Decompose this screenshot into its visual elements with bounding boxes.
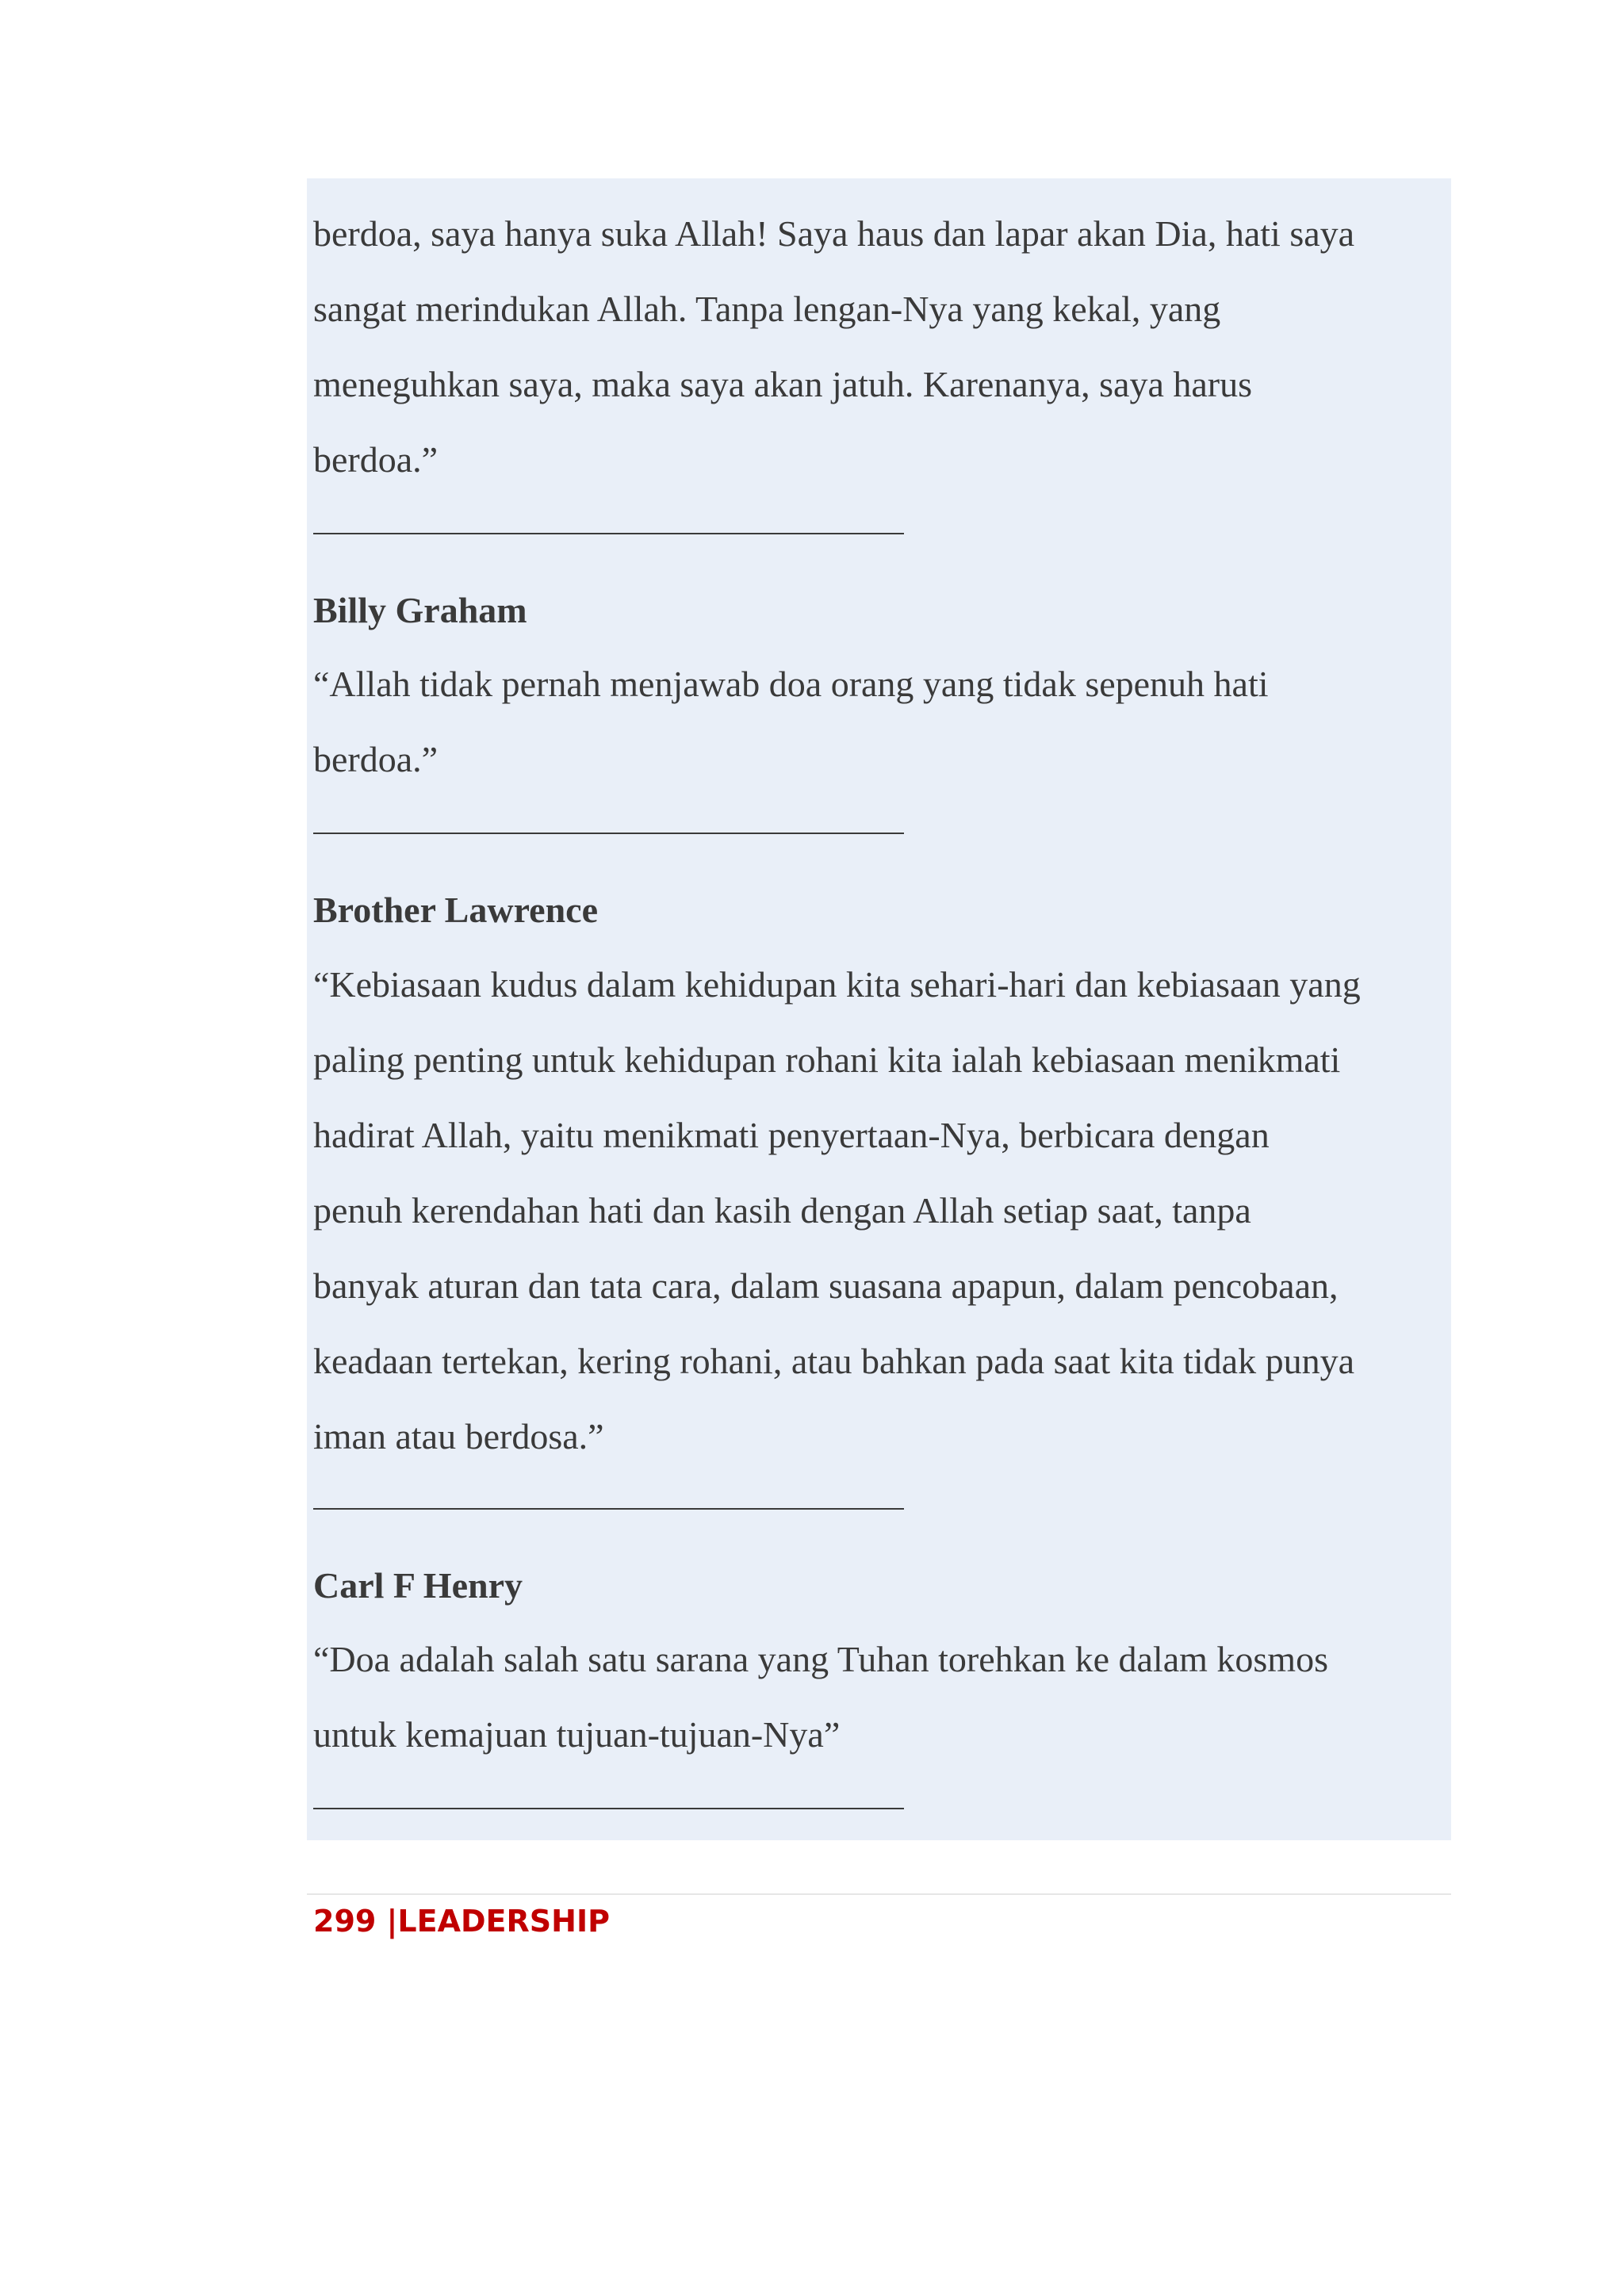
quote-line: berdoa.” [313,739,439,779]
quote-line: hadirat Allah, yaitu menikmati penyertaan-Nya, berbicara dengan [313,1115,1270,1155]
quote-author: Brother Lawrence [313,890,598,930]
quote-line: “Allah tidak pernah menjawab doa orang yang tidak sepenuh hati [313,664,1269,704]
quote-line: sangat merindukan Allah. Tanpa lengan-Nya yang kekal, yang [313,289,1221,329]
quote-line: keadaan tertekan, kering rohani, atau bahkan pada saat kita tidak punya [313,1341,1354,1381]
separator-rule [313,533,904,534]
separator-rule [313,833,904,834]
footer-divider [307,1893,1451,1895]
quote-line: paling penting untuk kehidupan rohani kita ialah kebiasaan menikmati [313,1039,1341,1080]
page-footer: 299 |LEADERSHIP [313,1904,610,1939]
quote-author: Billy Graham [313,590,527,630]
quote-line: untuk kemajuan tujuan-tujuan-Nya” [313,1714,841,1755]
quote-line: iman atau berdosa.” [313,1416,604,1457]
separator-rule [313,1808,904,1809]
quote-line: meneguhkan saya, maka saya akan jatuh. Karenanya, saya harus [313,364,1253,404]
quote-line: “Doa adalah salah satu sarana yang Tuhan torehkan ke dalam kosmos [313,1639,1328,1679]
quote-line: berdoa, saya hanya suka Allah! Saya haus dan lapar akan Dia, hati saya [313,213,1355,254]
quote-line: “Kebiasaan kudus dalam kehidupan kita sehari-hari dan kebiasaan yang [313,964,1361,1005]
quote-author: Carl F Henry [313,1565,523,1606]
separator-rule [313,1508,904,1510]
quote-line: banyak aturan dan tata cara, dalam suasana apapun, dalam pencobaan, [313,1265,1339,1306]
quote-line: berdoa.” [313,439,439,480]
quote-line: penuh kerendahan hati dan kasih dengan Allah setiap saat, tanpa [313,1190,1251,1231]
